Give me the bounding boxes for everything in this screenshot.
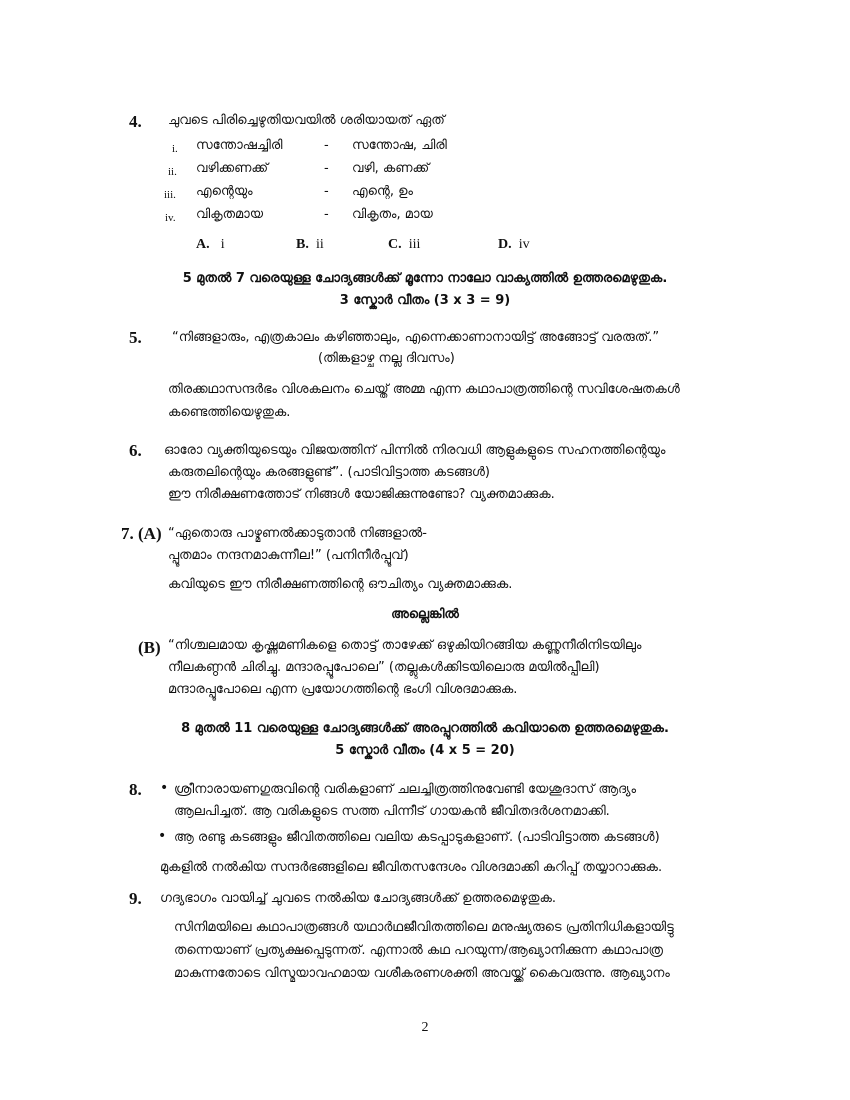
- task-text: മന്ദാരപ്പൂപോലെ എന്ന പ്രയോഗത്തിന്റെ ഭംഗി വിശദമാക്കുക.: [168, 682, 518, 697]
- option-letter: A.: [196, 237, 210, 252]
- question-number: 9.: [129, 889, 142, 908]
- question-number: 7. (A): [121, 524, 162, 543]
- question-number: 4.: [129, 112, 142, 131]
- task-text: ഈ നിരീക്ഷണത്തോട് നിങ്ങൾ യോജിക്കുന്നുണ്ടോ? വ്യക്തമാക്കുക.: [168, 487, 555, 502]
- passage-text: മാകുന്നതോടെ വിസ്മയാവഹമായ വശീകരണശക്തി അവയ്ക്ക് കൈവരുന്നു. ആഖ്യാനം: [174, 966, 670, 981]
- or-label: അല്ലെങ്കിൽ: [391, 607, 459, 622]
- pair-number: iii.: [164, 189, 176, 201]
- option-letter: C.: [388, 237, 402, 252]
- option-letter: D.: [498, 237, 512, 252]
- question-number: 5.: [129, 328, 142, 347]
- question-text: കരുതലിന്റെയും കരങ്ങളുണ്ട്”. (പാടിവിട്ടാത്ത കടങ്ങൾ): [168, 465, 490, 480]
- quote-text: “നിശ്ചലമായ കൃഷ്ണമണികളെ തൊട്ട് താഴേക്ക് ഒഴുകിയിറങ്ങിയ കണ്ണുനീരിനിടയിലും: [168, 638, 642, 653]
- bullet-icon: •: [160, 780, 169, 796]
- pair-word: വികൃതമായ: [196, 207, 264, 222]
- pair-word: വഴിക്കണക്ക്: [196, 161, 269, 176]
- pair-number: i.: [172, 143, 178, 155]
- pair-split: സന്തോഷ, ചിരി: [352, 138, 447, 153]
- quote-source: (തിങ്കളാഴ്ച നല്ല ദിവസം): [318, 351, 455, 366]
- section-instruction: 5 മുതൽ 7 വരെയുള്ള ചോദ്യങ്ങൾക്ക് മൂന്നോ നാലോ വാക്യത്തിൽ ഉത്തരമെഴുതുക.: [182, 271, 668, 286]
- option-value: ii: [315, 237, 324, 252]
- task-text: മുകളിൽ നൽകിയ സന്ദർഭങ്ങളിലെ ജീവിതസന്ദേശം വിശദമാക്കി കുറിപ്പ് തയ്യാറാക്കുക.: [160, 860, 663, 875]
- pair-number: ii.: [168, 166, 177, 178]
- pair-number: iv.: [165, 212, 176, 224]
- task-text: തിരക്കഥാസന്ദർഭം വിശകലനം ചെയ്ത് അമ്മ എന്ന കഥാപാത്രത്തിന്റെ സവിശേഷതകൾ: [168, 382, 680, 397]
- option-value: i: [220, 237, 225, 252]
- pair-dash: -: [324, 207, 329, 222]
- section-score: 5 സ്കോർ വീതം (4 x 5 = 20): [335, 743, 515, 758]
- option-label: (B): [138, 638, 161, 657]
- option-c: [388, 233, 420, 253]
- question-text: ഗദ്യഭാഗം വായിച്ച് ചുവടെ നൽകിയ ചോദ്യങ്ങൾക്ക് ഉത്തരമെഴുതുക.: [160, 891, 556, 906]
- pair-word: എന്റെയും: [196, 184, 253, 199]
- quote-text: പ്പൂതമാം നന്ദനമാകുന്നീല!” (പനിനീർപ്പൂവ്): [168, 548, 409, 563]
- quote-text: നീലകണ്ഠൻ ചിരിച്ചു. മന്ദാരപ്പൂപോലെ” (തല്ലുകൾക്കിടയിലൊരു മയിൽപ്പീലി): [168, 660, 600, 675]
- option-value: iv: [518, 237, 530, 252]
- passage-text: തന്നെയാണ് പ്രത്യക്ഷപ്പെടുന്നത്. എന്നാൽ കഥ പറയുന്ന/ആഖ്യാനിക്കുന്ന കഥാപാത്ര: [174, 943, 663, 958]
- quote-text: “ഏതൊരു പാഴ്മണൽക്കാടുതാൻ നിങ്ങളാൽ-: [168, 526, 427, 541]
- section-score: 3 സ്കോർ വീതം (3 x 3 = 9): [339, 293, 511, 308]
- pair-dash: -: [324, 161, 329, 176]
- option-d: [498, 233, 530, 253]
- passage-text: സിനിമയിലെ കഥാപാത്രങ്ങൾ യഥാർഥജീവിതത്തിലെ മനുഷ്യരുടെ പ്രതിനിധികളായിട്ടു: [174, 920, 674, 935]
- pair-dash: -: [324, 138, 329, 153]
- question-text: ഓരോ വ്യക്തിയുടെയും വിജയത്തിന് പിന്നിൽ നിരവധി ആളുകളുടെ സഹനത്തിന്റെയും: [164, 443, 666, 458]
- task-text: കണ്ടെത്തിയെഴുതുക.: [168, 405, 291, 420]
- bullet-text: ആ രണ്ടു കടങ്ങളും ജീവിതത്തിലെ വലിയ കടപ്പാടുകളാണ്. (പാടിവിട്ടാത്ത കടങ്ങൾ): [174, 830, 660, 845]
- bullet-text: ശ്രീനാരായണഗുരുവിന്റെ വരികളാണ് ചലച്ചിത്രത്തിനുവേണ്ടി യേശുദാസ് ആദ്യം: [174, 782, 637, 797]
- option-value: iii: [408, 237, 421, 252]
- question-number: 6.: [129, 441, 142, 460]
- section-instruction: 8 മുതൽ 11 വരെയുള്ള ചോദ്യങ്ങൾക്ക് അരപ്പുറത്തിൽ കവിയാതെ ഉത്തരമെഴുതുക.: [181, 721, 669, 736]
- page-number: 2: [421, 1020, 429, 1035]
- pair-split: വഴി, കണക്ക്: [352, 161, 430, 176]
- question-text: ചുവടെ പിരിച്ചെഴുതിയവയിൽ ശരിയായത് ഏത്: [168, 113, 445, 128]
- pair-split: വികൃതം, മായ: [352, 207, 433, 222]
- pair-split: എന്റെ, ഉം: [352, 184, 413, 199]
- bullet-text: ആലപിച്ചത്. ആ വരികളുടെ സത്ത പിന്നീട് ഗായകൻ ജീവിതദർശനമാക്കി.: [174, 804, 610, 819]
- question-number: 8.: [129, 780, 142, 799]
- pair-word: സന്തോഷച്ചിരി: [196, 138, 283, 153]
- quote-text: “നിങ്ങളാരും, എത്രകാലം കഴിഞ്ഞാലും, എന്നെക്കാണാനായിട്ട് അങ്ങോട്ട് വരരുത്.”: [172, 330, 660, 345]
- bullet-icon: •: [158, 828, 167, 844]
- option-a: [196, 233, 225, 253]
- option-letter: B.: [296, 237, 309, 252]
- task-text: കവിയുടെ ഈ നിരീക്ഷണത്തിന്റെ ഔചിത്യം വ്യക്തമാക്കുക.: [168, 577, 513, 592]
- option-b: [296, 233, 324, 253]
- pair-dash: -: [324, 184, 329, 199]
